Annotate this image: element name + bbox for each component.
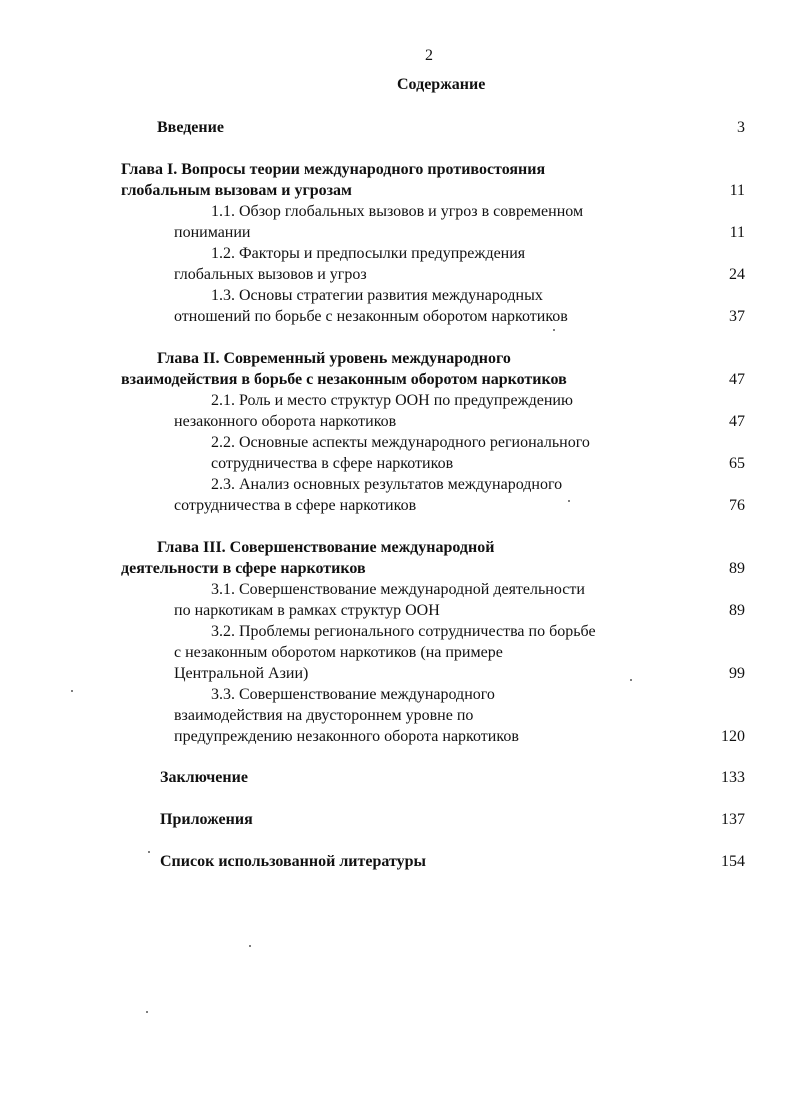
scan-speck [568, 500, 570, 502]
toc-ch3-s3-line3: предупреждению незаконного оборота наркотиков [174, 728, 519, 745]
toc-ch2-s3-page: 76 [729, 497, 745, 514]
toc-ch3-s2-page: 99 [729, 665, 745, 682]
page-number: 2 [425, 47, 433, 64]
scan-speck [249, 945, 251, 947]
toc-ch1-s1-line2: понимании [174, 224, 251, 241]
scan-speck [630, 679, 632, 681]
toc-ch1-s2-line2: глобальных вызовов и угроз [174, 266, 367, 283]
toc-ch1-line2: глобальным вызовам и угрозам [121, 182, 352, 199]
toc-ch1-s2-page: 24 [729, 266, 745, 283]
toc-ch3-s3-line2: взаимодействия на двустороннем уровне по [174, 707, 474, 724]
toc-title: Содержание [397, 76, 486, 93]
toc-ch3-s2-line1: 3.2. Проблемы регионального сотрудничества по борьбе [211, 623, 596, 640]
toc-ch2-line2: взаимодействия в борьбе с незаконным оборотом наркотиков [121, 371, 567, 388]
toc-ch3-s2-line2: с незаконным оборотом наркотиков (на примере [174, 644, 503, 661]
toc-ch2-s2-page: 65 [729, 455, 745, 472]
toc-ch2-s1-line1: 2.1. Роль и место структур ООН по предупреждению [211, 392, 573, 409]
toc-ch1-s3-line1: 1.3. Основы стратегии развития международных [211, 287, 543, 304]
toc-ch3-line1: Глава III. Совершенствование международной [157, 539, 495, 556]
toc-ch2-s3-line1: 2.3. Анализ основных результатов международного [211, 476, 563, 493]
toc-ch2-s2-line2: сотрудничества в сфере наркотиков [211, 455, 454, 472]
toc-ch3-line2: деятельности в сфере наркотиков [121, 560, 366, 577]
toc-ch3-s3-page: 120 [721, 728, 745, 745]
toc-ch2-s2-line1: 2.2. Основные аспекты международного регионального [211, 434, 590, 451]
toc-ch2-s3-line2: сотрудничества в сфере наркотиков [174, 497, 417, 514]
toc-ch2-s1-page: 47 [729, 413, 745, 430]
toc-references-page: 154 [721, 853, 745, 870]
toc-ch3-s1-line1: 3.1. Совершенствование международной деятельности [211, 581, 585, 598]
toc-appendix-page: 137 [721, 811, 745, 828]
toc-conclusion-label: Заключение [160, 769, 248, 786]
toc-ch2-page: 47 [729, 371, 745, 388]
toc-ch1-s3-line2: отношений по борьбе с незаконным оборотом наркотиков [174, 308, 568, 325]
toc-ch1-page: 11 [729, 182, 745, 199]
toc-references-label: Список использованной литературы [160, 853, 426, 870]
toc-conclusion-page: 133 [721, 769, 745, 786]
toc-ch3-s1-line2: по наркотикам в рамках структур ООН [174, 602, 440, 619]
toc-appendix-label: Приложения [160, 811, 253, 828]
toc-ch2-s1-line2: незаконного оборота наркотиков [174, 413, 397, 430]
toc-intro-page: 3 [737, 119, 745, 136]
toc-ch1-s1-page: 11 [729, 224, 745, 241]
scan-speck [146, 1011, 148, 1013]
toc-ch3-page: 89 [729, 560, 745, 577]
toc-ch3-s3-line1: 3.3. Совершенствование международного [211, 686, 495, 703]
toc-ch1-s1-line1: 1.1. Обзор глобальных вызовов и угроз в современном [211, 203, 584, 220]
toc-ch3-s2-line3: Центральной Азии) [174, 665, 309, 682]
toc-intro-label: Введение [157, 119, 224, 136]
toc-ch1-s3-page: 37 [729, 308, 745, 325]
toc-ch2-line1: Глава II. Современный уровень международного [157, 350, 511, 367]
toc-ch1-s2-line1: 1.2. Факторы и предпосылки предупреждения [211, 245, 526, 262]
toc-ch3-s1-page: 89 [729, 602, 745, 619]
scan-speck [553, 329, 555, 331]
scan-speck [71, 690, 73, 692]
scan-speck [148, 851, 150, 853]
toc-ch1-line1: Глава I. Вопросы теории международного противостояния [121, 161, 546, 178]
